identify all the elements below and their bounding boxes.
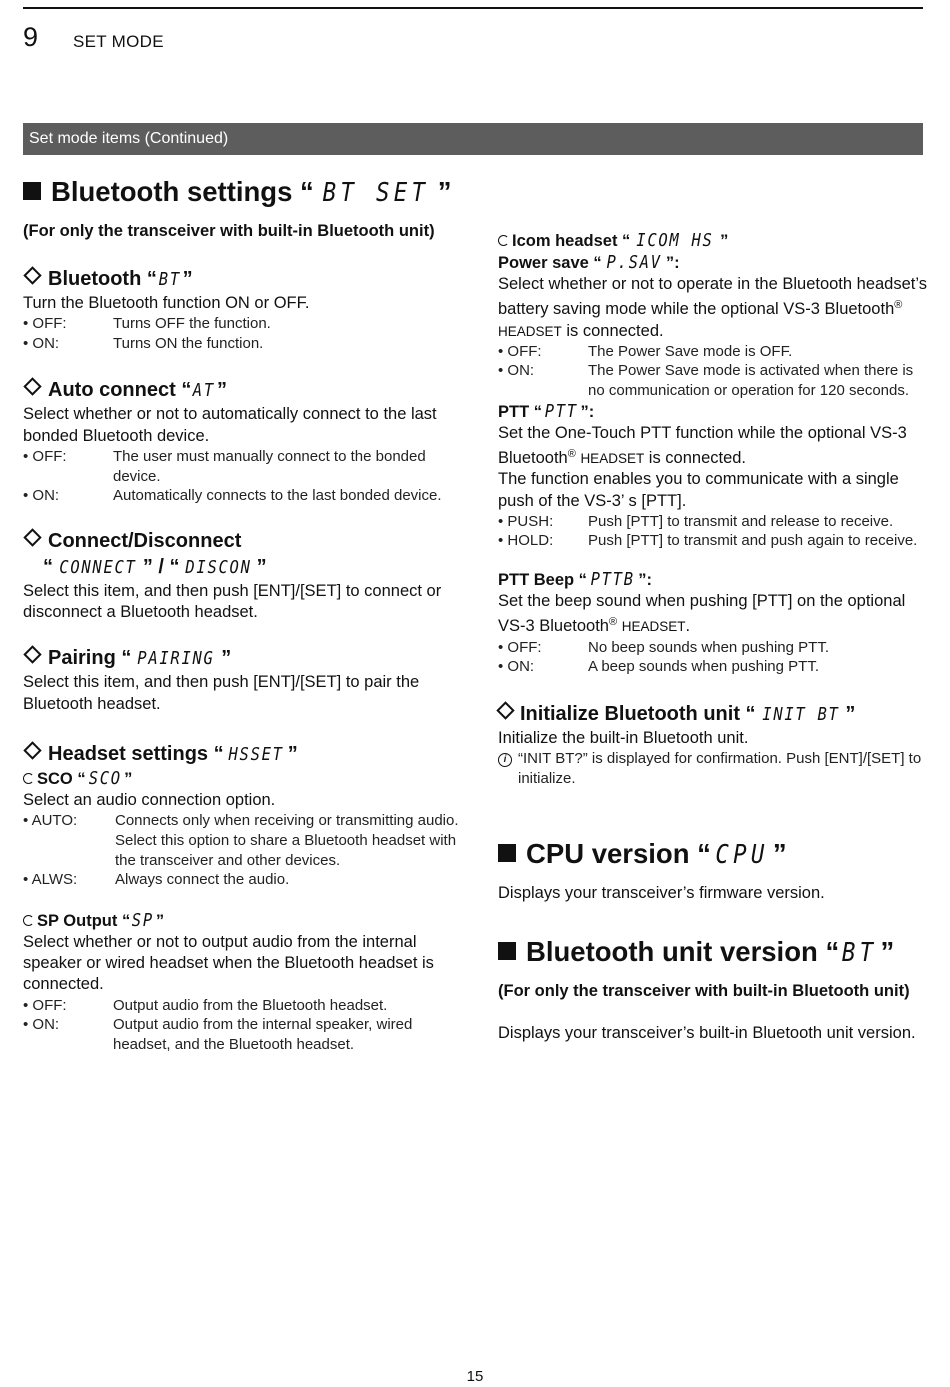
- lcd-text: BT: [158, 269, 181, 290]
- auto-connect-description: Select whether or not to automatically connect to the last bonded Bluetooth device.: [23, 405, 437, 445]
- section-band: [23, 123, 923, 155]
- bt-unit-version-note: (For only the transceiver with built-in Bluetooth unit): [498, 982, 910, 1001]
- sp-output-heading: SP Output “SP ”: [23, 910, 463, 932]
- option-row: • OFF: Output audio from the Bluetooth headset.: [23, 996, 388, 1014]
- headset-settings-item: [23, 741, 463, 1054]
- circle-bullet-icon: [23, 773, 34, 784]
- bluetooth-settings-heading: Bluetooth settings “ BT SET ”: [23, 172, 463, 213]
- option-row: • PUSH: Push [PTT] to transmit and release to receive.: [498, 512, 894, 530]
- ptt-description-2: The function enables you to communicate with a single push of the VS-3’ s [PTT].: [498, 470, 899, 510]
- circle-bullet-icon: [23, 915, 34, 926]
- lcd-text: BT SET: [322, 178, 430, 208]
- option-row: • ALWS: Always connect the audio.: [23, 871, 290, 889]
- sco-heading: SCO “ SCO ”: [23, 768, 463, 790]
- connect-disconnect-description: Select this item, and then push [ENT]/[SET] to connect or disconnect a Bluetooth headset.: [23, 581, 442, 622]
- ptt-beep-heading: PTT Beep “ PTTB ”:: [498, 569, 653, 591]
- auto-connect-heading: Auto connect “AT”: [23, 377, 463, 404]
- icom-headset-heading: Icom headset “ ICOM HS ”: [498, 230, 930, 252]
- initialize-info: i “INIT BT?” is displayed for confirmation. Push [ENT]/[SET] to initialize.: [498, 749, 930, 788]
- left-column: [23, 172, 463, 1054]
- ptt-heading: PTT “ PTT ”:: [498, 400, 595, 422]
- auto-connect-item: [23, 377, 463, 505]
- ptt-beep-description: Set the beep sound when pushing [PTT] on the optional VS-3 Bluetooth® HEADSET.: [498, 592, 906, 636]
- info-icon: i: [498, 753, 512, 767]
- lcd-text: BT: [842, 938, 878, 969]
- option-row: • ON: A beep sounds when pushing PTT.: [498, 658, 819, 676]
- headset-settings-heading: Headset settings “ HSSET ”: [23, 741, 463, 768]
- initialize-heading: Initialize Bluetooth unit “ INIT BT ”: [498, 701, 930, 728]
- option-row: • AUTO: Connects only when receiving or transmitting audio. Select this option to share a Bluetooth headset with the transceiver and other devices.: [23, 812, 459, 869]
- chapter-number: 9: [23, 22, 39, 52]
- lcd-text: DISCON: [184, 556, 252, 578]
- diamond-bullet-icon: [23, 266, 41, 284]
- connect-disconnect-item: [23, 528, 463, 624]
- diamond-bullet-icon: [23, 378, 41, 396]
- option-row: • OFF: No beep sounds when pushing PTT.: [498, 638, 829, 656]
- sco-description: Select an audio connection option.: [23, 791, 276, 810]
- diamond-bullet-icon: [23, 528, 41, 546]
- option-row: • ON: Output audio from the internal speaker, wired headset, and the Bluetooth headset.: [23, 1016, 413, 1053]
- connect-disconnect-heading: Connect/Disconnect: [23, 528, 463, 554]
- lcd-text: PTTB: [590, 569, 635, 591]
- option-row: • OFF: The Power Save mode is OFF.: [498, 342, 793, 360]
- diamond-bullet-icon: [23, 741, 41, 759]
- pairing-item: [23, 645, 463, 715]
- lcd-text: AT: [193, 380, 216, 402]
- lcd-text: PAIRING: [137, 648, 215, 670]
- power-save-heading: Power save “ P.SAV ”:: [498, 252, 680, 273]
- lcd-text: P.SAV: [606, 252, 662, 273]
- initialize-description: Initialize the built-in Bluetooth unit.: [498, 728, 749, 747]
- bluetooth-description: Turn the Bluetooth function ON or OFF.: [23, 294, 310, 312]
- sp-output-description: Select whether or not to output audio from the internal speaker or wired headset when the Bluetooth headset is connected.: [23, 932, 434, 994]
- lcd-text: HSSET: [228, 744, 284, 766]
- chapter-title: SET MODE: [73, 32, 164, 51]
- option-row: • HOLD: Push [PTT] to transmit and push again to receive.: [498, 532, 918, 550]
- option-row: • OFF: Turns OFF the function.: [23, 315, 271, 333]
- bt-unit-version-heading: Bluetooth unit version “ BT ”: [498, 932, 928, 973]
- square-bullet-icon: [498, 844, 516, 862]
- pairing-heading: Pairing “ PAIRING ”: [23, 645, 463, 672]
- diamond-bullet-icon: [23, 646, 41, 664]
- lcd-text: SP: [132, 909, 155, 931]
- ptt-description: Set the One-Touch PTT function while the optional VS-3 Bluetooth® HEADSET is connected.: [498, 423, 907, 467]
- lcd-text: CPU: [715, 840, 769, 870]
- bluetooth-settings-note: (For only the transceiver with built-in Bluetooth unit): [23, 222, 435, 240]
- square-bullet-icon: [23, 182, 41, 200]
- option-row: • OFF: The user must manually connect to the bonded device.: [23, 448, 426, 485]
- cpu-version-description: Displays your transceiver’s firmware version.: [498, 884, 825, 902]
- right-column-lower: [498, 834, 928, 1045]
- square-bullet-icon: [498, 942, 516, 960]
- bluetooth-heading: Bluetooth “BT”: [23, 266, 463, 293]
- section-band-label: Set mode items (Continued): [29, 130, 229, 147]
- page-number: 15: [466, 1368, 484, 1385]
- cpu-version-heading: CPU version “ CPU ”: [498, 834, 928, 875]
- option-row: • ON: Turns ON the function.: [23, 334, 264, 352]
- lcd-text: PTT: [544, 400, 578, 422]
- option-row: • ON: Automatically connects to the last bonded device.: [23, 487, 442, 505]
- connect-disconnect-lcd: “ CONNECT ” / “ DISCON ”: [23, 554, 463, 581]
- diamond-bullet-icon: [496, 701, 514, 719]
- bluetooth-item: [23, 266, 463, 353]
- option-row: • ON: The Power Save mode is activated when there is no communication or operation for 120 seconds.: [498, 362, 914, 400]
- pairing-description: Select this item, and then push [ENT]/[SET] to pair the Bluetooth headset.: [23, 673, 420, 713]
- lcd-text: SCO: [88, 768, 122, 790]
- lcd-text: ICOM HS: [636, 230, 714, 251]
- lcd-text: CONNECT: [59, 556, 137, 578]
- right-column: [498, 230, 930, 788]
- bt-unit-version-description: Displays your transceiver’s built-in Bluetooth unit version.: [498, 1024, 916, 1043]
- header-rule: [23, 7, 923, 9]
- circle-bullet-icon: [498, 235, 509, 246]
- power-save-description: Select whether or not to operate in the Bluetooth headset’s battery saving mode while the optional VS-3 Bluetooth® HEADSET is connected.: [498, 275, 927, 340]
- lcd-text: INIT BT: [761, 703, 840, 725]
